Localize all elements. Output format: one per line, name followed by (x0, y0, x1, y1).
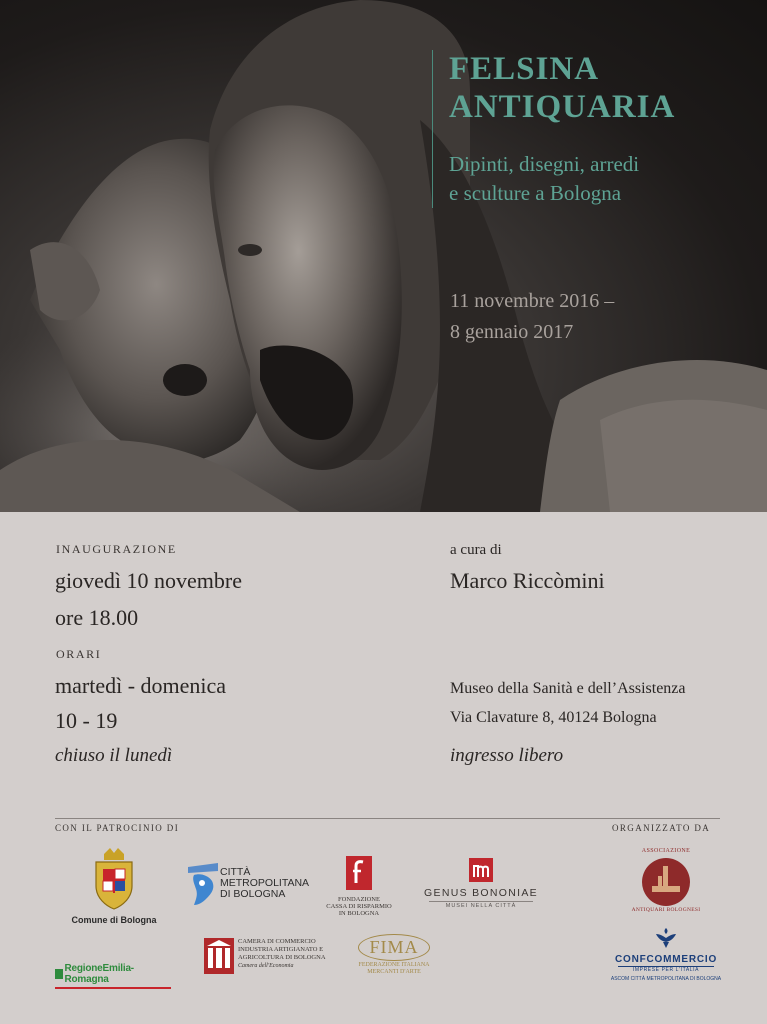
hours-closed: chiuso il lunedì (55, 745, 173, 766)
camera-line-4: Camera dell'Economia (238, 963, 294, 969)
regione-mark (55, 963, 171, 985)
camera-emblem-icon (204, 938, 234, 974)
fondazione-line-1: FONDAZIONE (338, 896, 380, 903)
ascom-name: ASCOM CITTÀ METROPOLITANA DI BOLOGNA (610, 976, 722, 982)
genus-emblem-icon (469, 858, 493, 882)
genus-sub: MUSEI NELLA CITTÀ (445, 903, 517, 909)
venue-entry: ingresso libero (450, 745, 564, 766)
footer-divider (55, 818, 720, 819)
citta-emblem-icon (186, 861, 220, 907)
citta-metropolitana-logo (186, 861, 310, 911)
organizer-label: ORGANIZZATO DA (612, 823, 711, 833)
event-dates (450, 286, 614, 348)
confcommercio-sub: IMPRESE PER L'ITALIA (618, 966, 714, 973)
curator-name: Marco Riccòmini (450, 568, 605, 593)
regione-square-icon (55, 969, 63, 979)
inauguration-label: INAUGURAZIONE (56, 542, 177, 556)
confcommercio-logo (608, 926, 724, 982)
comune-name: Comune di Bologna (71, 915, 157, 925)
fondazione-logo (320, 856, 398, 917)
dates-line-2: 8 gennaio 2017 (450, 321, 574, 343)
camera-line-2: INDUSTRIA ARTIGIANATO E (238, 946, 324, 953)
patronage-label: CON IL PATROCINIO DI (55, 823, 180, 833)
genus-name: GENUS BONONIAE (424, 887, 538, 899)
citta-line-1: CITTÀ (220, 866, 251, 878)
citta-line-2: METROPOLITANA (220, 877, 310, 889)
associazione-antiquari-logo (630, 846, 702, 918)
fima-mark: FIMA (358, 934, 429, 961)
fondazione-line-3: IN BOLOGNA (338, 910, 380, 917)
event-subtitle (449, 150, 675, 208)
subtitle-line-2: e sculture a Bologna (449, 181, 622, 205)
fima-logo (356, 934, 432, 976)
genus-divider (429, 901, 533, 902)
regione-underline (55, 987, 171, 989)
coat-of-arms-icon (90, 848, 138, 910)
citta-line-3: DI BOLOGNA (220, 888, 286, 900)
confcommercio-name: CONFCOMMERCIO (614, 954, 718, 965)
camera-line-3: AGRICOLTURA DI BOLOGNA (238, 954, 326, 961)
title-line-2: ANTIQUARIA (449, 89, 676, 125)
subtitle-line-1: Dipinti, disegni, arredi (449, 152, 640, 176)
hours-label: ORARI (56, 647, 102, 661)
inauguration-day: giovedì 10 novembre (55, 568, 242, 593)
regione-name: RegioneEmilia-Romagna (64, 963, 134, 985)
genus-bononiae-logo (420, 858, 542, 909)
fondazione-text (320, 896, 398, 917)
inauguration-time: ore 18.00 (55, 605, 139, 630)
venue-name: Museo della Sanità e dell’Assistenza (450, 680, 686, 697)
title-line-1: FELSINA (449, 51, 600, 87)
fima-line-2: MERCANTI D'ARTE (367, 969, 421, 975)
title-block (432, 50, 675, 208)
dates-line-1: 11 novembre 2016 – (450, 290, 615, 312)
fondazione-emblem-icon (346, 856, 372, 890)
associazione-bottom: ANTIQUARI BOLOGNESI (631, 907, 701, 913)
hours-time: 10 - 19 (55, 708, 118, 733)
venue-address: Via Clavature 8, 40124 Bologna (450, 709, 657, 726)
curator-label: a cura di (450, 542, 502, 558)
fima-line-1: FEDERAZIONE ITALIANA (358, 962, 430, 968)
camera-line-1: CAMERA DI COMMERCIO (238, 938, 316, 945)
comune-logo (62, 848, 166, 925)
event-title (449, 50, 675, 126)
camera-commercio-logo (204, 938, 334, 982)
fima-text (356, 962, 432, 976)
hours-days: martedì - domenica (55, 673, 227, 698)
citta-text (220, 867, 309, 900)
associazione-top: ASSOCIAZIONE (641, 848, 691, 854)
eagle-icon (654, 926, 678, 950)
fondazione-line-2: CASSA DI RISPARMIO (326, 903, 392, 910)
regione-logo (55, 963, 171, 989)
camera-text (238, 938, 326, 970)
